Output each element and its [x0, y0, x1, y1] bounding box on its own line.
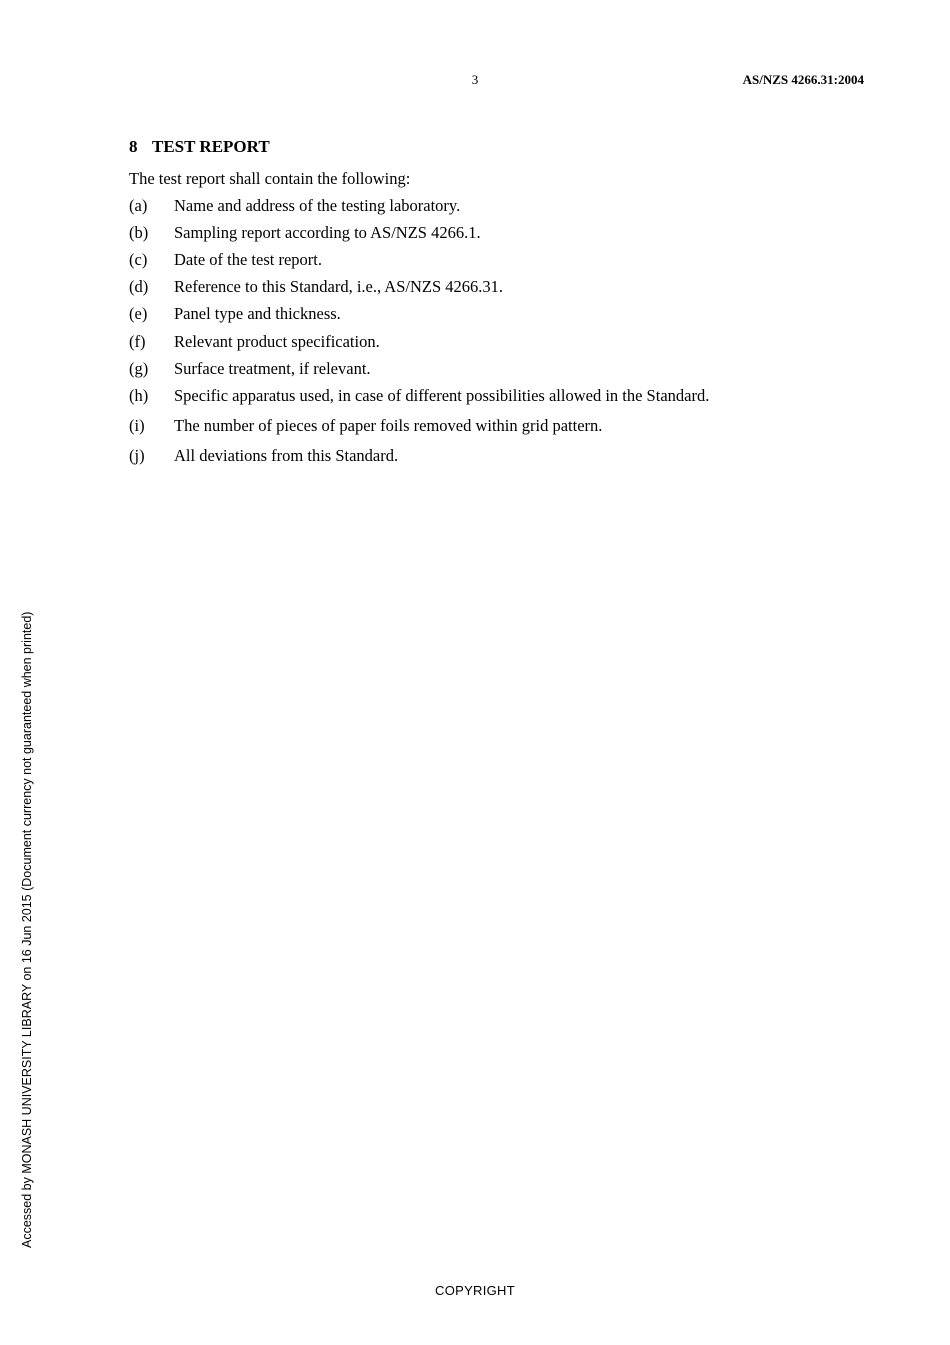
section-title: TEST REPORT — [152, 137, 270, 156]
list-item-text: All deviations from this Standard. — [174, 446, 399, 465]
list-item-label: (a) — [129, 196, 148, 215]
access-watermark-note: Accessed by MONASH UNIVERSITY LIBRARY on 16 Jun 2015 (Document currency not guaranteed when printed) — [20, 611, 34, 1248]
list-item — [129, 359, 371, 379]
list-item-label: (e) — [129, 304, 148, 323]
list-item — [129, 250, 322, 270]
list-item-text: Date of the test report. — [174, 250, 322, 269]
list-item — [129, 386, 709, 406]
list-item-label: (b) — [129, 223, 149, 242]
list-item-text: Panel type and thickness. — [174, 304, 341, 323]
list-item-label: (j) — [129, 446, 145, 465]
list-item-label: (g) — [129, 359, 149, 378]
section-heading — [129, 137, 270, 157]
list-item-label: (h) — [129, 386, 149, 405]
list-item-text: Surface treatment, if relevant. — [174, 359, 371, 378]
list-item — [129, 304, 341, 324]
list-item — [129, 332, 380, 352]
list-item-label: (d) — [129, 277, 149, 296]
list-item — [129, 416, 602, 436]
list-item — [129, 277, 503, 297]
section-intro: The test report shall contain the following: — [129, 169, 411, 188]
list-item-label: (c) — [129, 250, 148, 269]
footer-copyright: COPYRIGHT — [435, 1283, 515, 1298]
standard-code: AS/NZS 4266.31:2004 — [742, 72, 864, 87]
list-item-text: The number of pieces of paper foils removed within grid pattern. — [174, 416, 603, 435]
section-number: 8 — [129, 137, 138, 156]
list-item — [129, 223, 481, 243]
list-item-label: (i) — [129, 416, 145, 435]
list-item-text: Name and address of the testing laboratory. — [174, 196, 461, 215]
list-item — [129, 446, 398, 466]
list-item-label: (f) — [129, 332, 146, 351]
list-item-text: Sampling report according to AS/NZS 4266.1. — [174, 223, 481, 242]
list-item-text: Specific apparatus used, in case of different possibilities allowed in the Standard. — [174, 386, 710, 405]
list-item-text: Relevant product specification. — [174, 332, 380, 351]
page-number: 3 — [471, 72, 479, 87]
list-item — [129, 196, 460, 216]
list-item-text: Reference to this Standard, i.e., AS/NZS 4266.31. — [174, 277, 504, 296]
